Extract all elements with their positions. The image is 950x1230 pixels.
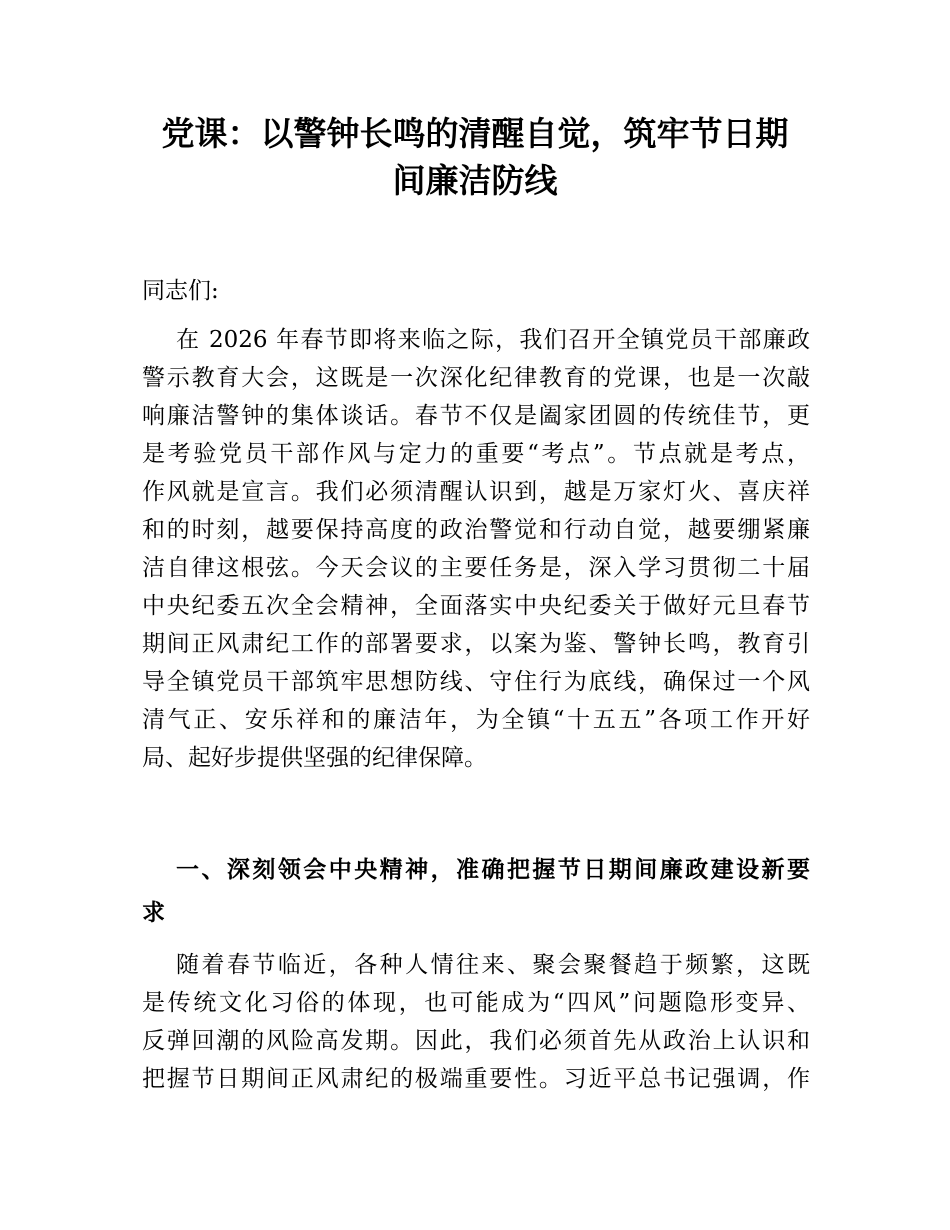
title-line: 党课：以警钟长鸣的清醒自觉，筑牢节日期 — [161, 114, 789, 153]
text-line: 局、起好步提供坚强的纪律保障。 — [142, 745, 487, 771]
document-title — [130, 110, 820, 204]
text-line: 警示教育大会，这既是一次深化纪律教育的党课，也是一次敲 — [142, 365, 810, 391]
text-line: 清气正、安乐祥和的廉洁年，为全镇“十五五”各项工作开好 — [142, 707, 810, 733]
text-line: 响廉洁警钟的集体谈话。春节不仅是阖家团圆的传统佳节，更 — [142, 403, 810, 429]
text-line: 洁自律这根弦。今天会议的主要任务是，深入学习贯彻二十届 — [142, 555, 810, 581]
title-line: 间廉洁防线 — [392, 161, 558, 200]
text-line: 期间正风肃纪工作的部署要求，以案为鉴、警钟长鸣，教育引 — [142, 631, 810, 657]
text-line: 是传统文化习俗的体现，也可能成为“四风”问题隐形变异、 — [142, 990, 810, 1016]
text-line: 把握节日期间正风肃纪的极端重要性。习近平总书记强调，作 — [142, 1066, 810, 1092]
salutation: 同志们: — [142, 278, 219, 304]
text-line: 随着春节临近，各种人情往来、聚会聚餐趋于频繁，这既 — [176, 952, 810, 978]
section-heading-1 — [142, 849, 810, 935]
text-line: 求 — [142, 900, 165, 926]
text-line: 导全镇党员干部筑牢思想防线、守住行为底线，确保过一个风 — [142, 669, 810, 695]
text-line: 反弹回潮的风险高发期。因此，我们必须首先从政治上认识和 — [142, 1028, 810, 1054]
salutation-block — [142, 272, 810, 310]
text-line: 在 2026 年春节即将来临之际，我们召开全镇党员干部廉政 — [176, 327, 810, 353]
text-line: 和的时刻，越要保持高度的政治警觉和行动自觉，越要绷紧廉 — [142, 517, 810, 543]
paragraph-section1 — [142, 946, 810, 1098]
text-line: 是考验党员干部作风与定力的重要“考点”。节点就是考点， — [142, 441, 810, 467]
text-line: 一、深刻领会中央精神，准确把握节日期间廉政建设新要 — [176, 857, 810, 883]
text-line: 作风就是宣言。我们必须清醒认识到，越是万家灯火、喜庆祥 — [142, 479, 810, 505]
paragraph-intro — [142, 321, 810, 777]
text-line: 中央纪委五次全会精神，全面落实中央纪委关于做好元旦春节 — [142, 593, 810, 619]
